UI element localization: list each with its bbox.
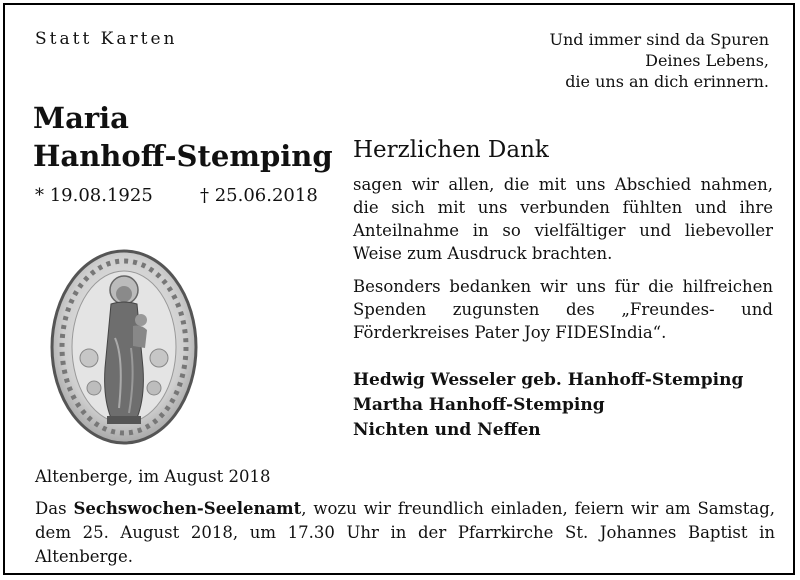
deceased-last-name: Hanhoff-Stemping xyxy=(33,139,333,173)
memorial-quote xyxy=(549,29,769,92)
signature-1: Hedwig Wesseler geb. Hanhoff-Stemping xyxy=(353,370,744,390)
signature-3: Nichten und Neffen xyxy=(353,420,541,440)
deceased-name xyxy=(33,99,333,175)
death-date: † 25.06.2018 xyxy=(200,185,318,206)
place-date: Altenberge, im August 2018 xyxy=(35,467,271,486)
signature-2: Martha Hanhoff-Stemping xyxy=(353,395,605,415)
notice-rest: , wozu wir freundlich einladen, feiern wir am Samstag, dem 25. August 2018, um 17.30 Uhr in der Pfarrkirche St. Johannes Baptist in Altenberge. xyxy=(35,499,776,566)
thanks-paragraph-2: Besonders bedanken wir uns für die hilfreichen Spenden zugunsten des „Freundes- und Förderkreises Pater Joy FIDESIndia“. xyxy=(353,277,773,342)
quote-line-3: die uns an dich erinnern. xyxy=(565,72,769,91)
obituary-card xyxy=(3,3,795,575)
thanks-text xyxy=(353,173,773,354)
quote-line-1: Und immer sind da Spuren xyxy=(549,30,769,49)
madonna-image xyxy=(49,248,199,446)
birth-date: * 19.08.1925 xyxy=(35,185,153,206)
quote-line-2: Deines Lebens, xyxy=(645,51,769,70)
notice-bold: Sechswochen-Seelenamt xyxy=(73,499,302,518)
statt-karten-label: Statt Karten xyxy=(35,29,178,49)
mass-notice xyxy=(35,497,775,569)
thanks-paragraph-1: sagen wir allen, die mit uns Abschied nahmen, die sich mit uns verbunden fühlten und ihre Anteilnahme in so vielfältiger und liebevoller Weise zum Ausdruck brachten. xyxy=(353,175,773,263)
notice-prefix: Das xyxy=(35,499,74,518)
thanks-title: Herzlichen Dank xyxy=(353,137,549,163)
signatures xyxy=(353,368,743,443)
deceased-first-name: Maria xyxy=(33,101,129,135)
